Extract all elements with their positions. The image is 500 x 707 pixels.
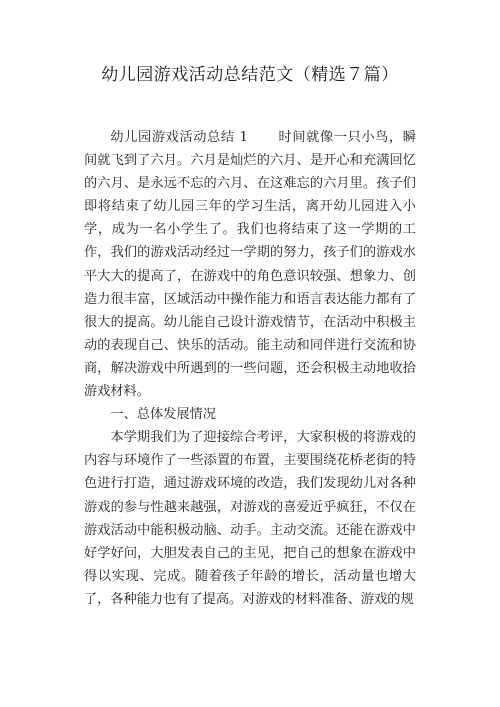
paragraph-1-text: 时间就像一只小鸟，瞬间就飞到了六月。六月是灿烂的六月、是开心和充满回忆的六月、是永远不忘的六月、在这难忘的六月里。孩子们即将结束了幼儿园三年的学习生活，离开幼儿园进入小学，成为一名小学生了。我们也将结束了这一学期的工作，我们的游戏活动经过一学期的努力，孩子们的游戏水平大大的提高了，在游戏中的角色意识较强、想象力、创造力很丰富，区域活动中操作能力和语言表达能力都有了很大的提高。幼儿能自己设计游戏情节，在活动中积极主动的表现自己、快乐的活动。能主动和同伴进行交流和协商，解决游戏中所遇到的一些问题，还会积极主动地收拾游戏材料。 — [84, 130, 416, 400]
paragraph-2: 本学期我们为了迎接综合考评，大家积极的将游戏的内容与环境作了一些添置的布置，主要围绕花桥老街的特色进行打造，通过游戏环境的改造，我们发现幼儿对各种游戏的参与性越来越强，对游戏的喜爱近乎疯狂，不仅在游戏活动中能积极动脑、动手。主动交流。还能在游戏中好学好问，大胆发表自己的主见，把自己的想象在游戏中得以实现、完成。随着孩子年龄的增长，活动量也增大了，各种能力也有了提高。对游戏的材料准备、游戏的规 — [84, 430, 416, 607]
paragraph-1 — [84, 126, 416, 403]
document-title: 幼儿园游戏活动总结范文（精选７篇） — [101, 65, 399, 85]
section-heading: 一、总体发展情况 — [110, 407, 216, 423]
summary-label: 幼儿园游戏活动总结 1 — [110, 130, 248, 145]
document-body — [84, 126, 416, 611]
